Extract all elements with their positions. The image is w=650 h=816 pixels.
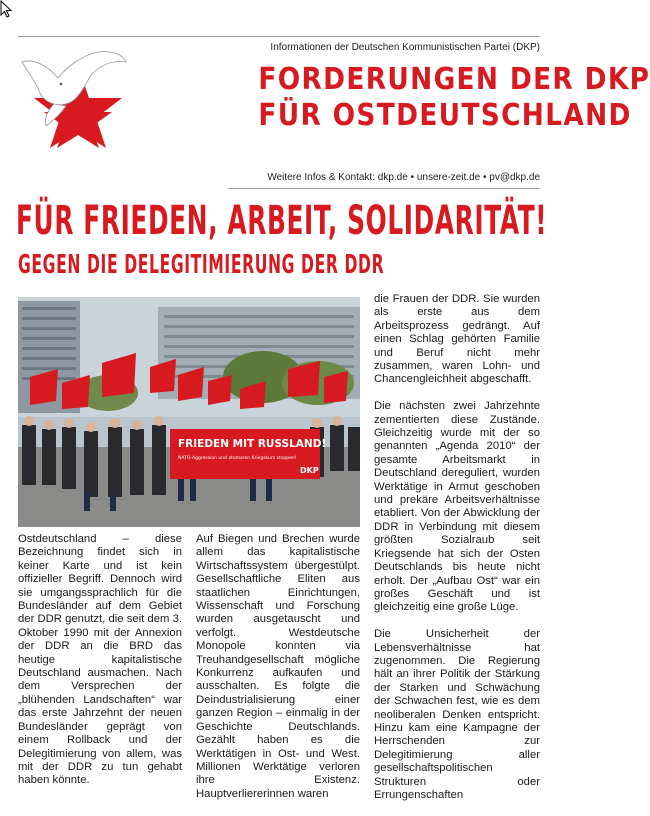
column2-paragraph: Auf Biegen und Brechen wurde allem das kapitalistische Wirtschaftssystem übergestülpt. Gesellschaftliche Eliten aus staatlichen Einrichtungen, Wissenschaft und Forschung wurden ausgetauscht und verfolgt. Westdeutsche Monopole konnten via Treuhandgesellschaft mögliche Konkurrenz aufkaufen und ausschalten. Es folgte die Deindustrialisierung einer ganzen Region – einmalig in der Geschichte Deutschlands. Gezählt haben es die Werktätigen in Ost- und West. Millionen Werktätige verloren ihre Existenz. Hauptverliererinnen waren [196, 533, 360, 800]
dkp-dove-star-logo-icon [14, 48, 132, 148]
column3-paragraph-1: die Frauen der DDR. Sie wurden als erste aus dem Arbeitsprozess gedrängt. Auf einen Schlag gehörten Familie und Beruf nicht mehr zusammen, waren Lohn- und Chancengleichheit abgeschafft. [374, 293, 540, 386]
text-column-2 [196, 533, 360, 815]
header-title [258, 62, 650, 134]
header-divider [228, 188, 540, 189]
text-column-3 [374, 293, 540, 816]
mouse-cursor-icon [0, 0, 14, 20]
banner-text: FRIEDEN MIT RUSSLAND! [178, 438, 327, 450]
header-title-line2: FÜR OSTDEUTSCHLAND [258, 98, 632, 133]
main-title: FÜR FRIEDEN, ARBEIT, SOLIDARITÄT! [16, 198, 548, 244]
org-line: Informationen der Deutschen Kommunistischen Partei (DKP) [270, 42, 540, 53]
demonstration-photo [18, 297, 360, 527]
text-column-1 [18, 533, 182, 801]
top-divider [18, 36, 540, 37]
contact-line: Weitere Infos & Kontakt: dkp.de • unsere-zeit.de • pv@dkp.de [267, 172, 540, 183]
column3-paragraph-3: Die Unsicherheit der Lebensverhältnisse hat zugenommen. Die Regierung hält an ihrer Politik der Stärkung der Starken und Schwächung der Schwachen fest, wie es dem neoliberalen Denken entspricht. Hinzu kam eine Kampagne der Herrschenden zur Delegitimierung aller gesellschaftspolitischen Strukturen oder Errungenschaften [374, 628, 540, 801]
column3-paragraph-2: Die nächsten zwei Jahrzehnte zementierten diese Zustände. Gleichzeitig wurde mit der so genannten „Agenda 2010“ der gesamte Arbeitsmarkt in Deutschland dereguliert, wurden Werktätige in Armut geschoben und prekäre Arbeitsverhältnisse etabliert. Von der Abwicklung der DDR in Verbindung mit diesem größten Sozialraub seit Kriegsende hat sich der Osten Deutschlands bis heute nicht erholt. Der „Aufbau Ost“ war ein großes Geschäft und ist gleichzeitig eine große Lüge. [374, 400, 540, 614]
banner-small-text: NATO-Aggression und atomaren Kriegskurs stoppen! [178, 456, 297, 461]
column1-paragraph: Ostdeutschland – diese Bezeichnung findet sich in keiner Karte und ist kein offizieller Begriff. Dennoch wird sie umgangssprachlich für die Bundesländer auf dem Gebiet der DDR genutzt, die seit dem 3. Oktober 1990 mit der Annexion der DDR an die BRD das heutige kapitalistische Deutschland ausmachen. Nach dem Versprechen der „blühenden Landschaften“ war das erste Jahrzehnt der neuen Bundesländer geprägt von einem Rollback und der Delegitimierung von allem, was mit der DDR zu tun gehabt haben könnte. [18, 533, 182, 787]
header-title-line1: FORDERUNGEN DER DKP [258, 62, 650, 97]
sub-title: GEGEN DIE DELEGITIMIERUNG DER DDR [18, 250, 385, 280]
banner-logo-text: DKP [300, 466, 319, 475]
